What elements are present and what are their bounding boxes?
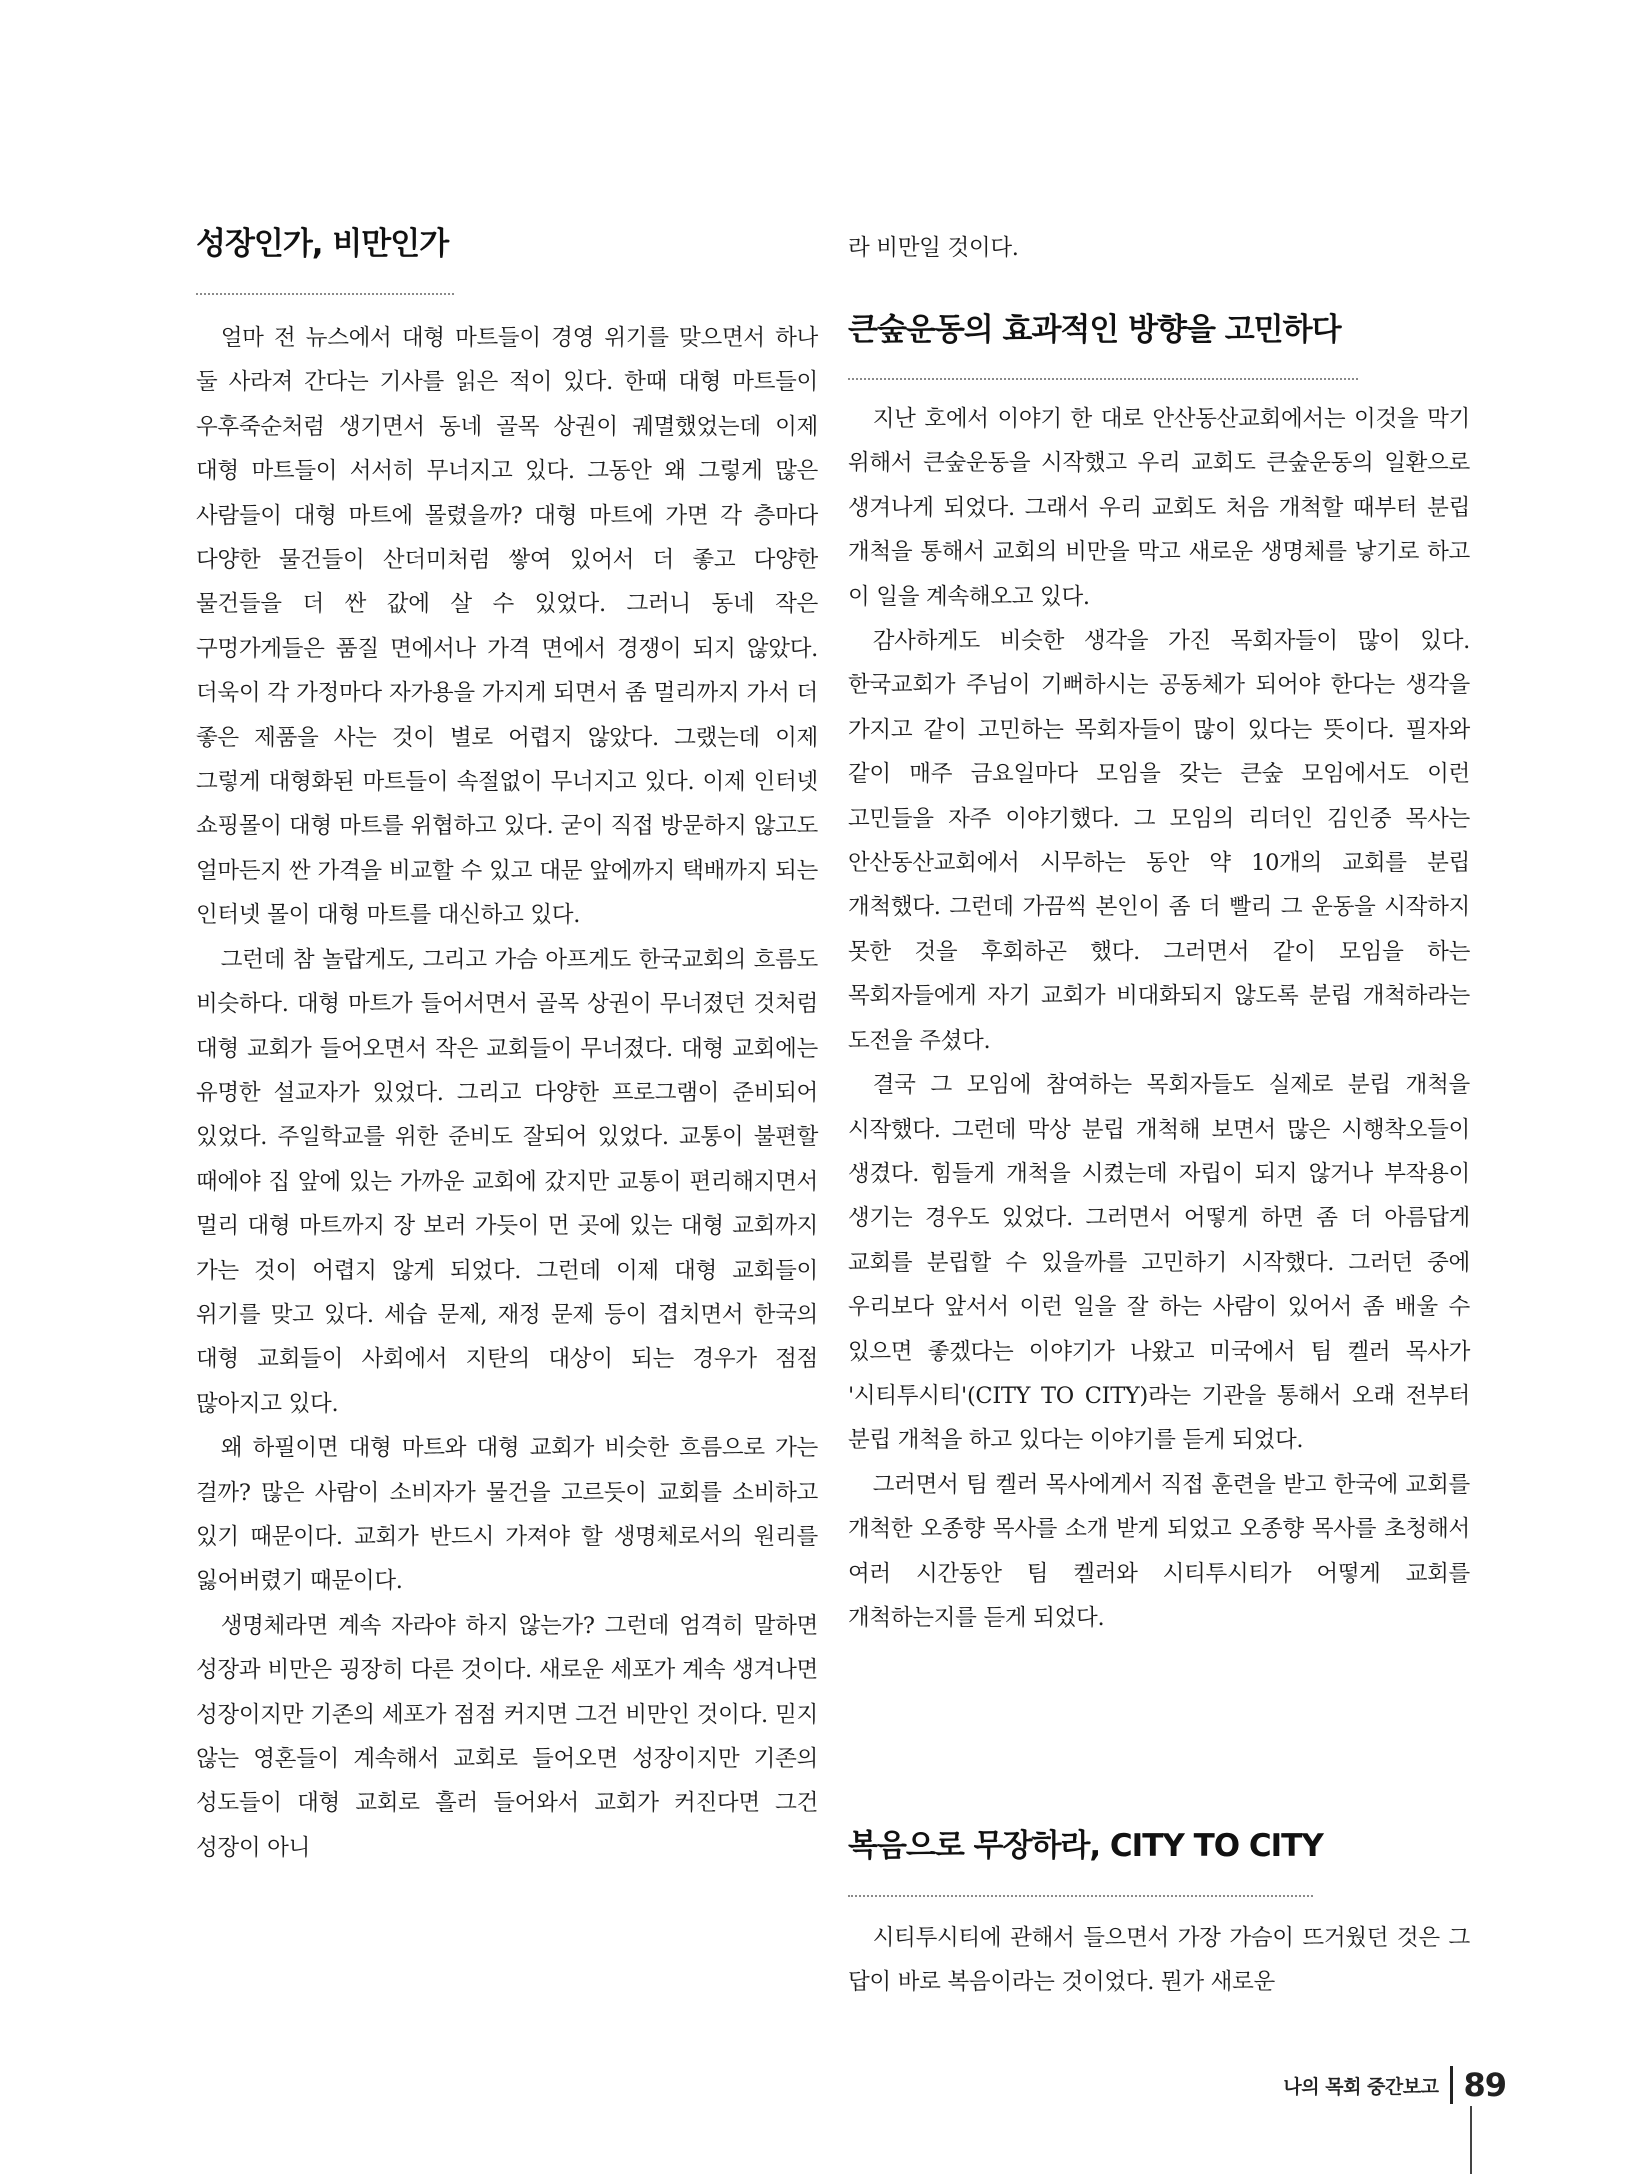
heading-divider [848,378,1358,380]
body-paragraph: 라 비만일 것이다. [848,235,1019,261]
footer-divider [1450,2066,1453,2104]
body-paragraph: 왜 하필이면 대형 마트와 대형 교회가 비슷한 흐름으로 가는 걸까? 많은 사람이 소비자가 물건을 고르듯이 교회를 소비하고 있기 때문이다. 교회가 반드시 가져야 할 생명체로서의 원리를 잃어버렸기 때문이다. [196,1435,818,1595]
page-footer [1283,2065,1506,2105]
section-body [848,1916,1470,2005]
body-paragraph: 생명체라면 계속 자라야 하지 않는가? 그런데 엄격히 말하면 성장과 비만은 굉장히 다른 것이다. 새로운 세포가 계속 생겨나면 성장이지만 기존의 세포가 점점 커지면 그건 비만인 것이다. 믿지 않는 영혼들이 계속해서 교회로 들어오면 성장이지만 기존의 성도들이 대형 교회로 흘러 들어와서 교회가 커진다면 그건 성장이 아니 [196,1612,818,1861]
continuation-text [848,226,1470,270]
section-body [196,316,818,1870]
section-heading-growth-or-obesity: 성장인가, 비만인가 [196,226,449,262]
body-paragraph: 지난 호에서 이야기 한 대로 안산동산교회에서는 이것을 막기 위해서 큰숲운동을 시작했고 우리 교회도 큰숲운동의 일환으로 생겨나게 되었다. 그래서 우리 교회도 처음 개척할 때부터 분립 개척을 통해서 교회의 비만을 막고 새로운 생명체를 낳기로 하고 이 일을 계속해오고 있다. [848,406,1470,610]
body-paragraph: 결국 그 모임에 참여하는 목회자들도 실제로 분립 개척을 시작했다. 그런데 막상 분립 개척해 보면서 많은 시행착오들이 생겼다. 힘들게 개척을 시켰는데 자립이 되지 않거나 부작용이 생기는 경우도 있었다. 그러면서 어떻게 하면 좀 더 아름답게 교회를 분립할 수 있을까를 고민하기 시작했다. 그러던 중에 우리보다 앞서서 이런 일을 잘 하는 사람이 있어서 좀 배울 수 있으면 좋겠다는 이야기가 나왔고 미국에서 팀 켈러 목사가 '시티투시티'(CITY TO CITY)라는 기관을 통해서 오래 전부터 분립 개척을 하고 있다는 이야기를 듣게 되었다. [848,1072,1470,1454]
section-heading-big-forest-movement: 큰숲운동의 효과적인 방향을 고민하다 [848,312,1341,348]
body-paragraph: 그런데 참 놀랍게도, 그리고 가슴 아프게도 한국교회의 흐름도 비슷하다. 대형 마트가 들어서면서 골목 상권이 무너졌던 것처럼 대형 교회가 들어오면서 작은 교회들이 무너졌다. 대형 교회에는 유명한 설교자가 있었다. 그리고 다양한 프로그램이 준비되어 있었다. 주일학교를 위한 준비도 잘되어 있었다. 교통이 불편할 때에야 집 앞에 있는 가까운 교회에 갔지만 교통이 편리해지면서 멀리 대형 마트까지 장 보러 가듯이 먼 곳에 있는 대형 교회까지 가는 것이 어렵지 않게 되었다. 그런데 이제 대형 교회들이 위기를 맞고 있다. 세습 문제, 재정 문제 등이 겹치면서 한국의 대형 교회들이 사회에서 지탄의 대상이 되는 경우가 점점 많아지고 있다. [196,946,818,1417]
section-body [848,397,1470,1640]
section-heading-city-to-city: 복음으로 무장하라, CITY TO CITY [848,1828,1323,1864]
heading-divider [848,1895,1313,1897]
page-edge-line [1470,2106,1472,2174]
page-number: 89 [1463,2066,1506,2104]
body-paragraph: 얼마 전 뉴스에서 대형 마트들이 경영 위기를 맞으면서 하나 둘 사라져 간다는 기사를 읽은 적이 있다. 한때 대형 마트들이 우후죽순처럼 생기면서 동네 골목 상권이 궤멸했었는데 이제 대형 마트들이 서서히 무너지고 있다. 그동안 왜 그렇게 많은 사람들이 대형 마트에 몰렸을까? 대형 마트에 가면 각 층마다 다양한 물건들이 산더미처럼 쌓여 있어서 더 좋고 다양한 물건들을 더 싼 값에 살 수 있었다. 그러니 동네 작은 구멍가게들은 품질 면에서나 가격 면에서 경쟁이 되지 않았다. 더욱이 각 가정마다 자가용을 가지게 되면서 좀 멀리까지 가서 더 좋은 제품을 사는 것이 별로 어렵지 않았다. 그랬는데 이제 그렇게 대형화된 마트들이 속절없이 무너지고 있다. 이제 인터넷 쇼핑몰이 대형 마트를 위협하고 있다. 굳이 직접 방문하지 않고도 얼마든지 싼 가격을 비교할 수 있고 대문 앞에까지 택배까지 되는 인터넷 몰이 대형 마트를 대신하고 있다. [196,325,818,929]
body-paragraph: 그러면서 팀 켈러 목사에게서 직접 훈련을 받고 한국에 교회를 개척한 오종향 목사를 소개 받게 되었고 오종향 목사를 초청해서 여러 시간동안 팀 켈러와 시티투시티가 어떻게 교회를 개척하는지를 듣게 되었다. [848,1471,1470,1631]
heading-divider [196,293,454,295]
body-paragraph: 시티투시티에 관해서 들으면서 가장 가슴이 뜨거웠던 것은 그 답이 바로 복음이라는 것이었다. 뭔가 새로운 [848,1925,1470,1996]
body-paragraph: 감사하게도 비슷한 생각을 가진 목회자들이 많이 있다. 한국교회가 주님이 기뻐하시는 공동체가 되어야 한다는 생각을 가지고 같이 고민하는 목회자들이 많이 있다는 뜻이다. 필자와 같이 매주 금요일마다 모임을 갖는 큰숲 모임에서도 이런 고민들을 자주 이야기했다. 그 모임의 리더인 김인중 목사는 안산동산교회에서 시무하는 동안 약 10개의 교회를 분립 개척했다. 그런데 가끔씩 본인이 좀 더 빨리 그 운동을 시작하지 못한 것을 후회하곤 했다. 그러면서 같이 모임을 하는 목회자들에게 자기 교회가 비대화되지 않도록 분립 개척하라는 도전을 주셨다. [848,628,1470,1054]
running-title: 나의 목회 중간보고 [1283,2075,1439,2098]
